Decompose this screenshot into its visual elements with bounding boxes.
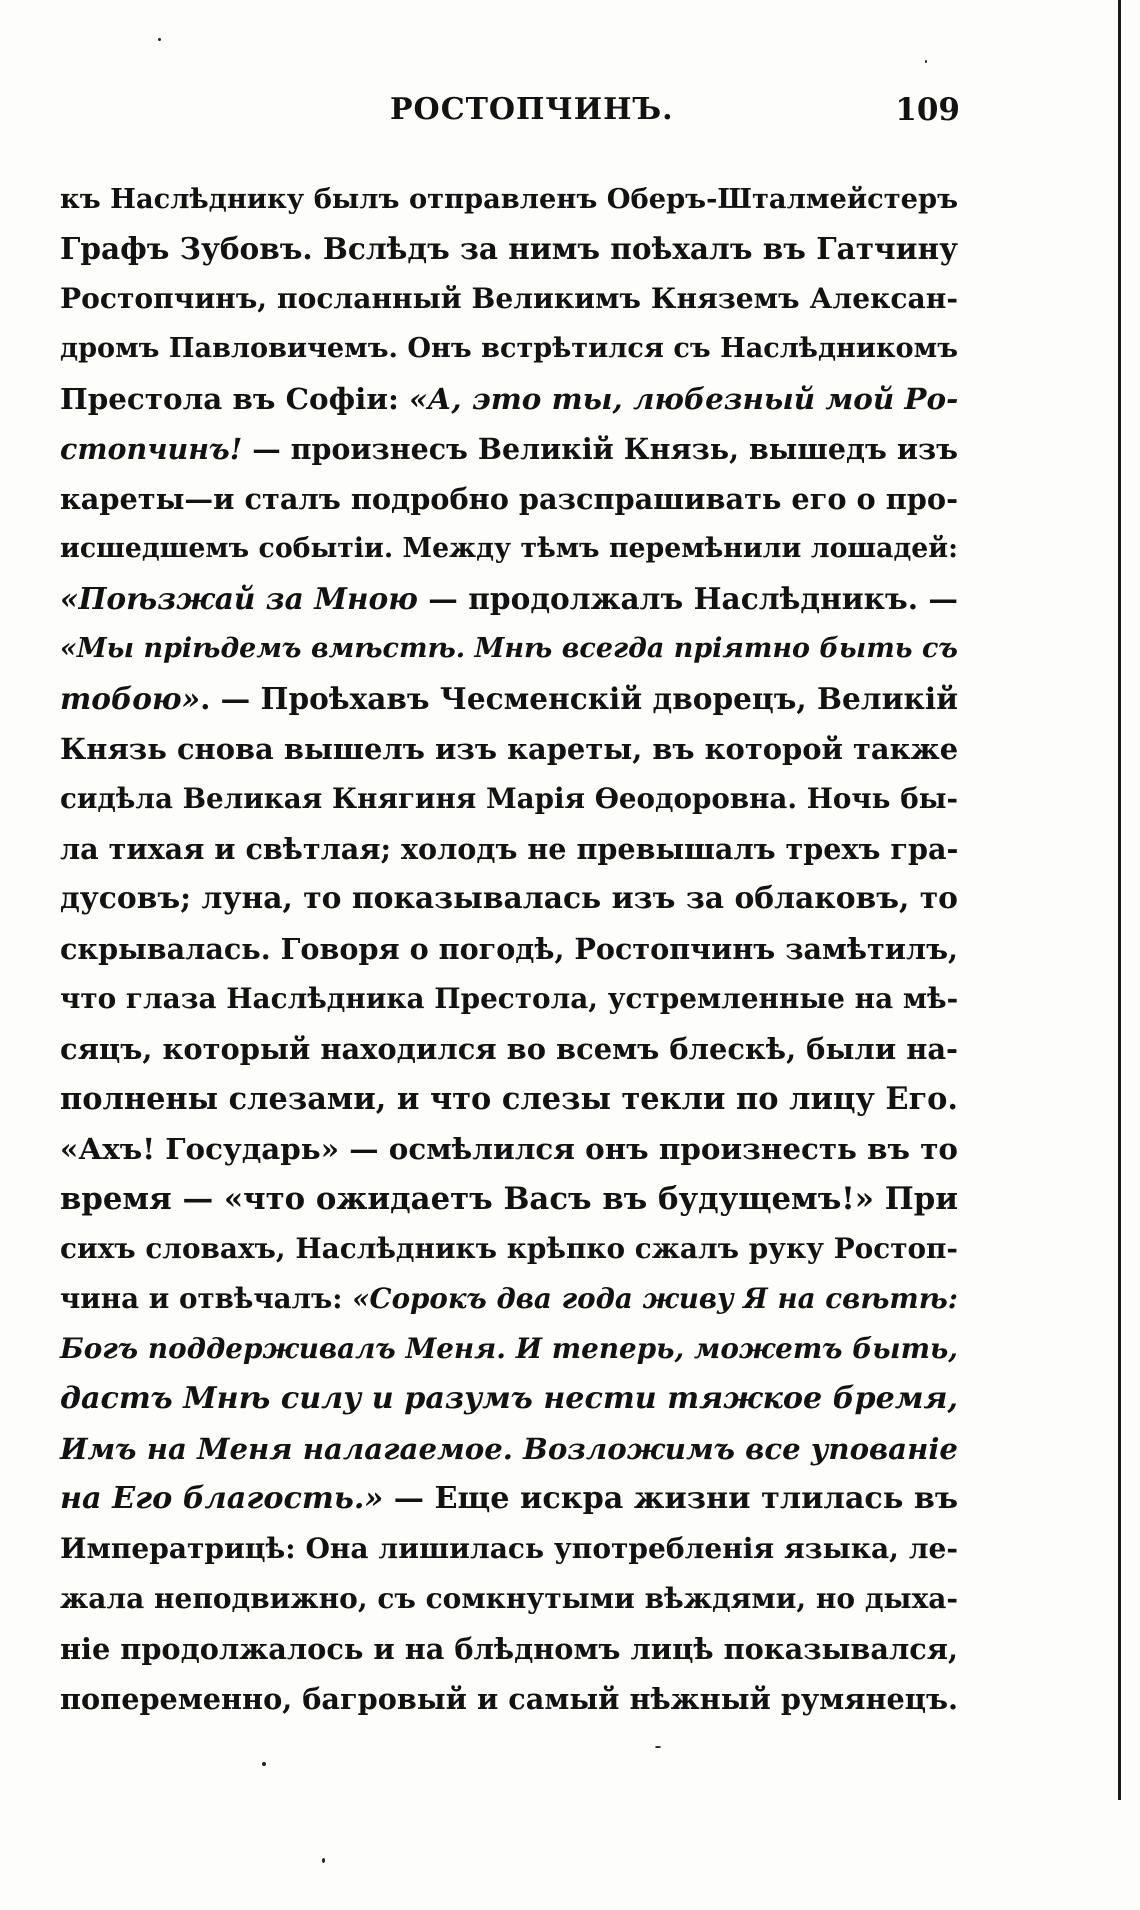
- scan-speck: [158, 38, 161, 41]
- text-line: [60, 1124, 958, 1174]
- text-line: [60, 1074, 958, 1124]
- text-line: [60, 574, 958, 624]
- text-segment: — произнесъ Великій Князь, вышедъ изъ: [242, 432, 958, 466]
- text-line: [60, 1424, 958, 1474]
- text-segment: полнены слезами, и что слезы текли по лицу Его.: [60, 1081, 958, 1117]
- text-segment: дромъ Павловичемъ. Онъ встрѣтился съ Наслѣдникомъ: [60, 333, 958, 364]
- text-line: [60, 1174, 958, 1224]
- text-segment: Императрицѣ: Она лишилась употребленія языка, ле-: [60, 1532, 958, 1565]
- text-segment: сяцъ, который находился во всемъ блескѣ, были на-: [60, 1032, 959, 1066]
- page-header: [60, 92, 960, 132]
- text-segment: дусовъ; луна, то показывалась изъ за облаковъ, то: [60, 881, 958, 916]
- italic-segment: «Мы пріѣдемъ вмѣстѣ. Мнѣ всегда пріятно быть съ: [60, 633, 958, 664]
- text-line: [60, 324, 958, 374]
- text-segment: сихъ словахъ, Наслѣдникъ крѣпко сжалъ руку Ростоп-: [60, 1232, 958, 1265]
- page-number: 109: [895, 92, 960, 128]
- page-edge-line: [1118, 0, 1121, 1800]
- body-text: [60, 174, 958, 1724]
- italic-segment: дастъ Мнѣ силу и разумъ нести тяжкое бремя,: [60, 1381, 958, 1416]
- italic-segment: «Поѣзжай за Мною: [60, 581, 418, 616]
- text-segment: Графъ Зубовъ. Вслѣдъ за нимъ поѣхалъ въ Гатчину: [60, 231, 958, 266]
- text-line: [60, 274, 958, 324]
- text-segment: «Ахъ! Государь» — осмѣлился онъ произнесть въ то: [60, 1131, 958, 1166]
- text-segment: чина и отвѣчалъ:: [60, 1282, 353, 1315]
- text-segment: Ростопчинъ, посланный Великимъ Княземъ Алексан-: [60, 282, 958, 315]
- text-line: [60, 1024, 958, 1074]
- italic-segment: Богъ поддерживалъ Меня. И теперь, можетъ быть,: [60, 1332, 958, 1365]
- text-segment: къ Наслѣднику былъ отправленъ Оберъ-Шталмейстеръ: [60, 183, 958, 215]
- italic-segment: на Его благость.»: [60, 1481, 384, 1516]
- text-line: [60, 1274, 958, 1324]
- text-line: [60, 1324, 958, 1374]
- text-line: [60, 924, 958, 974]
- italic-segment: «Сорокъ два года живу Я на свѣтѣ:: [352, 1282, 958, 1315]
- scan-speck: [655, 1746, 661, 1748]
- text-segment: Князь снова вышелъ изъ кареты, въ которой также: [60, 732, 959, 766]
- text-line: [60, 824, 958, 874]
- italic-segment: «А, это ты, любезный мой Ро-: [409, 381, 959, 416]
- text-segment: — продолжалъ Наслѣдникъ. —: [417, 581, 959, 616]
- text-line: [60, 1224, 958, 1274]
- italic-segment: тобою»: [60, 681, 201, 716]
- text-segment: Престола въ Софіи:: [60, 381, 410, 416]
- text-line: [60, 524, 958, 574]
- text-line: [60, 774, 958, 824]
- text-segment: — Еще искра жизни тлилась въ: [383, 1481, 959, 1516]
- text-line: [60, 174, 958, 224]
- text-segment: время — «что ожидаетъ Васъ въ будущемъ!» При: [60, 1181, 958, 1217]
- text-line: [60, 724, 958, 774]
- text-line: [60, 874, 958, 924]
- text-line: [60, 1524, 958, 1574]
- text-segment: сидѣла Великая Княгиня Марія Ѳеодоровна. Ночь бы-: [60, 782, 958, 815]
- text-segment: жала неподвижно, съ сомкнутыми вѣждями, но дыха-: [60, 1582, 959, 1615]
- text-line: [60, 374, 958, 424]
- text-segment: скрывалась. Говоря о погодѣ, Ростопчинъ замѣтилъ,: [60, 932, 958, 966]
- italic-segment: стопчинъ!: [60, 432, 243, 466]
- text-line: [60, 424, 958, 474]
- text-line: [60, 624, 958, 674]
- text-line: [60, 1674, 958, 1724]
- text-line: [60, 674, 958, 724]
- text-segment: ніе продолжалось и на блѣдномъ лицѣ показывался,: [60, 1632, 958, 1666]
- italic-segment: Имъ на Меня налагаемое. Возложимъ все упованіе: [60, 1432, 958, 1466]
- text-line: [60, 1374, 958, 1424]
- text-line: [60, 1574, 958, 1624]
- text-line: [60, 474, 958, 524]
- running-head: РОСТОПЧИНЪ.: [390, 92, 674, 127]
- scan-speck: [925, 60, 927, 63]
- scan-speck: [262, 1762, 266, 1766]
- text-segment: кареты—и сталъ подробно разспрашивать его о про-: [60, 482, 958, 516]
- text-segment: что глаза Наслѣдника Престола, устремленные на мѣ-: [60, 982, 959, 1015]
- text-segment: исшедшемъ событіи. Между тѣмъ перемѣнили лошадей:: [60, 533, 958, 564]
- scan-speck: [322, 1858, 325, 1863]
- text-line: [60, 974, 958, 1024]
- text-line: [60, 1624, 958, 1674]
- text-segment: . — Проѣхавъ Чесменскій дворецъ, Великій: [200, 681, 958, 716]
- text-segment: ла тихая и свѣтлая; холодъ не превышалъ трехъ гра-: [60, 832, 959, 866]
- text-line: [60, 224, 958, 274]
- text-line: [60, 1474, 958, 1524]
- text-segment: попеременно, багровый и самый нѣжный румянецъ.: [60, 1682, 958, 1716]
